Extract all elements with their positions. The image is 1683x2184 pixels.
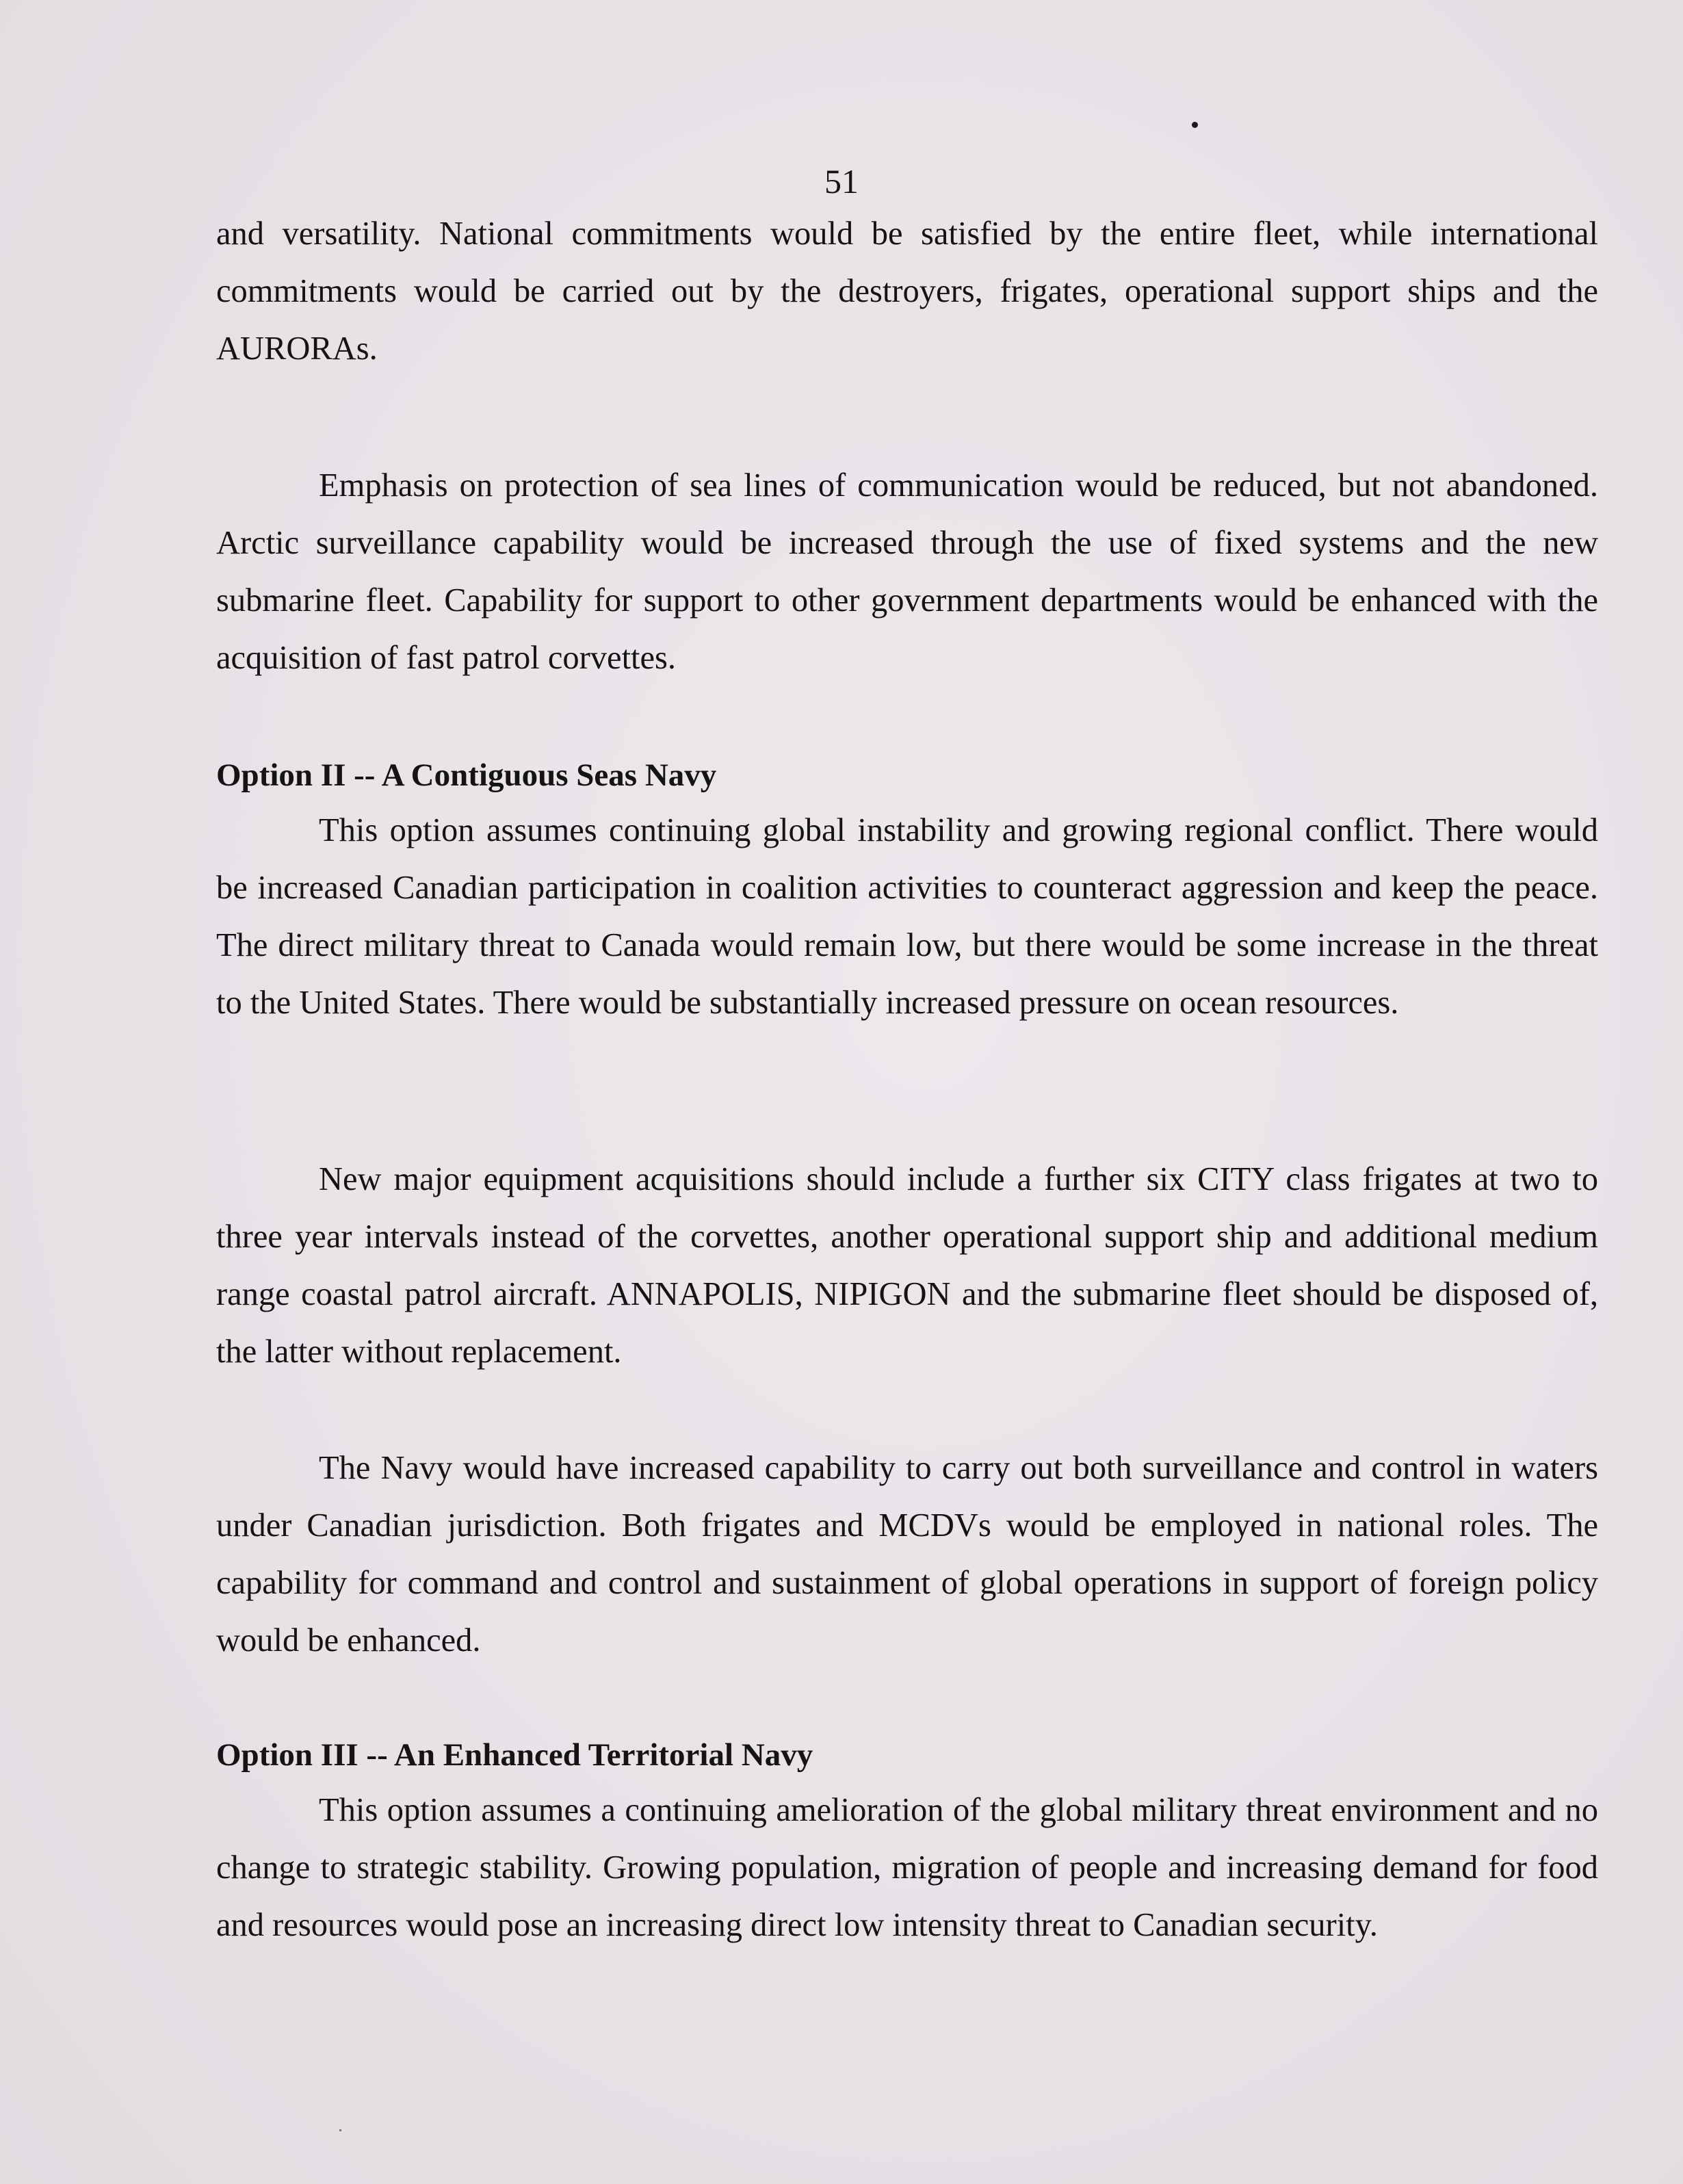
page-number: 51 (824, 162, 859, 200)
ink-speck (1192, 122, 1198, 128)
heading-option-ii: Option II -- A Contiguous Seas Navy (216, 757, 717, 793)
scan-mark (339, 2129, 341, 2131)
paragraph-option-iii-assumptions: This option assumes a continuing amelioration of the global military threat environment and no change to strategic stability. Growing population, migration of people and increasing demand for food and resources would pose an increasing direct low intensity threat to Canadian security. (216, 1792, 1598, 1943)
paragraph-emphasis: Emphasis on protection of sea lines of communication would be reduced, but not abandoned. Arctic surveillance capability would be increased through the use of fixed systems and the new submarine fleet. Capability for support to other government departments would be enhanced with the acquisition of fast patrol corvettes. (216, 467, 1598, 676)
paragraph-navy-capability: The Navy would have increased capability to carry out both surveillance and control in waters under Canadian jurisdiction. Both frigates and MCDVs would be employed in national roles. The capability for command and control and sustainment of global operations in support of foreign policy would be enhanced. (216, 1450, 1598, 1659)
paragraph-versatility: and versatility. National commitments would be satisfied by the entire fleet, while international commitments would be carried out by the destroyers, frigates, operational support ships and the AURORAs. (216, 216, 1598, 367)
paragraph-equipment-acquisitions: New major equipment acquisitions should include a further six CITY class frigates at two to three year intervals instead of the corvettes, another operational support ship and additional medium range coastal patrol aircraft. ANNAPOLIS, NIPIGON and the submarine fleet should be disposed of, the latter without replacement. (216, 1161, 1598, 1370)
paragraph-option-ii-assumptions: This option assumes continuing global instability and growing regional conflict. There would be increased Canadian participation in coalition activities to counteract aggression and keep the peace. The direct military threat to Canada would remain low, but there would be some increase in the threat to the United States. There would be substantially increased pressure on ocean resources. (216, 812, 1598, 1021)
heading-option-iii: Option III -- An Enhanced Territorial Navy (216, 1737, 813, 1773)
